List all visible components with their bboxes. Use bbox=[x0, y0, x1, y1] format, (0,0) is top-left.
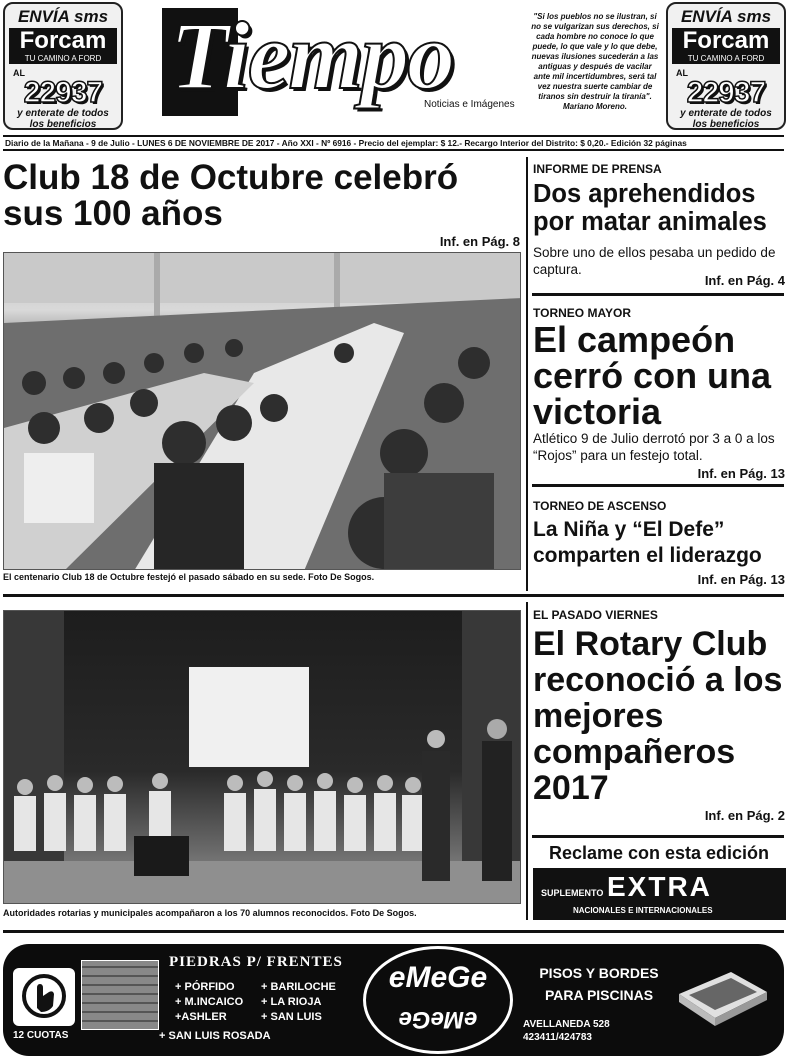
story1-body: Sobre uno de ellos pesaba un pedido de captura. bbox=[533, 245, 776, 277]
promo-line1: ENVÍA sms bbox=[17, 7, 109, 26]
extra-small-label: SUPLEMENTO bbox=[541, 888, 604, 898]
promo-number: 22937 bbox=[686, 76, 766, 109]
stone-item: +ASHLER bbox=[175, 1011, 227, 1023]
promo-box-right bbox=[666, 2, 786, 130]
brand-name: eMeGe bbox=[388, 961, 488, 994]
address-line: AVELLANEDA 528 bbox=[523, 1019, 610, 1030]
story1-headline: Dos aprehendidos por matar animales bbox=[533, 180, 767, 236]
stage-photo-illustration bbox=[4, 611, 521, 904]
stone-item: + LA RIOJA bbox=[261, 996, 322, 1008]
promo-number: 22937 bbox=[23, 76, 103, 109]
story4-page-ref: Inf. en Pág. 2 bbox=[704, 808, 785, 823]
story-divider bbox=[532, 484, 784, 487]
story4-headline: El Rotary Club reconoció a los mejores compañeros 2017 bbox=[533, 625, 783, 807]
phone-line: 423411/424783 bbox=[523, 1032, 592, 1043]
rotary-photo-caption: Autoridades rotarias y municipales acompañaron a los 70 alumnos reconocidos. Foto De Sogos. bbox=[3, 908, 417, 918]
hand-logo-icon bbox=[13, 968, 75, 1026]
story1-page-ref: Inf. en Pág. 4 bbox=[704, 273, 785, 288]
promo-tagline: TU CAMINO A FORD bbox=[672, 54, 780, 64]
ad-title: PIEDRAS P/ FRENTES bbox=[169, 954, 343, 970]
emege-logo bbox=[363, 946, 513, 1054]
stone-item: + BARILOCHE bbox=[261, 981, 336, 993]
newspaper-subtitle: Noticias e Imágenes bbox=[424, 99, 515, 110]
promo-brand: Forcam bbox=[672, 28, 780, 54]
lead-photo-caption: El centenario Club 18 de Octubre festejó el pasado sábado en su sede. Foto De Sogos. bbox=[3, 572, 375, 582]
promo-line5: y enterate de todos bbox=[680, 108, 772, 119]
extra-title: EXTRA bbox=[607, 871, 712, 902]
stone-list bbox=[175, 980, 355, 1025]
story2-headline: El campeón cerró con una victoria bbox=[533, 319, 772, 432]
brand-name-mirrored: eMeGe bbox=[398, 1006, 478, 1033]
column-divider bbox=[526, 602, 528, 920]
pool-illustration-icon bbox=[671, 964, 771, 1036]
dateline: Diario de la Mañana - 9 de Julio - LUNES 6 DE NOVIEMBRE DE 2017 - Año XXI - Nº 6916 - Precio del ejemplar: $ 12.- Recargo Interior del Distrito: $ 0,20.- Edición 32 páginas bbox=[3, 135, 784, 151]
story4-kicker: EL PASADO VIERNES bbox=[533, 608, 658, 622]
promo-line5: y enterate de todos bbox=[17, 108, 109, 119]
stone-wall-image bbox=[81, 960, 159, 1030]
masthead-quote: "Si los pueblos no se ilustran, si no se vulgarizan sus derechos, si cada hombre no conoce lo que puede, lo que vale y lo que debe, nuevas ilusiones sucederán a las antiguas y después de vacilar ante mil incertidumbres, será tal vez nuestra suerte cambiar de tiranos sin destruir la tiranía". Mariano Moreno. bbox=[531, 12, 659, 111]
lead-photo bbox=[3, 252, 521, 570]
cuotas-label: 12 CUOTAS bbox=[13, 1030, 69, 1041]
lead-page-ref: Inf. en Pág. 8 bbox=[439, 234, 520, 249]
stone-item: + PÓRFIDO bbox=[175, 981, 235, 993]
lead-headline: Club 18 de Octubre celebró sus 100 años bbox=[3, 158, 459, 233]
story-divider bbox=[532, 293, 784, 296]
rotary-photo bbox=[3, 610, 521, 904]
promo-line6: los beneficios bbox=[692, 119, 760, 130]
story3-page-ref: Inf. en Pág. 13 bbox=[697, 572, 785, 587]
newspaper-logo: Tiempo bbox=[170, 2, 454, 109]
story2-body: Atlético 9 de Julio derrotó por 3 a 0 a los “Rojos” para un festejo total. bbox=[533, 431, 775, 463]
story3-headline: La Niña y “El Defe” comparten el liderazgo bbox=[533, 518, 762, 567]
reclame-label: Reclame con esta edición bbox=[548, 843, 770, 863]
story-divider bbox=[532, 835, 784, 838]
section-divider bbox=[3, 930, 784, 933]
section-divider bbox=[3, 594, 784, 597]
column-divider bbox=[526, 157, 528, 591]
promo-box-left bbox=[3, 2, 123, 130]
extra-supplement-box bbox=[533, 868, 786, 920]
story2-page-ref: Inf. en Pág. 13 bbox=[697, 466, 785, 481]
promo-line1: ENVÍA sms bbox=[680, 7, 772, 26]
promo-brand: Forcam bbox=[9, 28, 117, 54]
stone-item: + SAN LUIS bbox=[261, 1011, 322, 1023]
ad-address bbox=[523, 1018, 610, 1044]
story2-kicker: TORNEO MAYOR bbox=[533, 306, 632, 320]
extra-subtitle: NACIONALES E INTERNACIONALES bbox=[573, 906, 713, 915]
story1-kicker: INFORME DE PRENSA bbox=[533, 162, 662, 176]
promo-al: AL bbox=[676, 68, 688, 78]
advertisement-banner bbox=[3, 944, 784, 1056]
banquet-photo-illustration bbox=[4, 253, 521, 570]
stone-item-last: + SAN LUIS ROSADA bbox=[159, 1030, 271, 1042]
promo-line6: los beneficios bbox=[29, 119, 97, 130]
promo-al: AL bbox=[13, 68, 25, 78]
pisos-label: PISOS Y BORDES PARA PISCINAS bbox=[539, 965, 659, 1003]
stone-item: + M.INCAICO bbox=[175, 996, 244, 1008]
story3-kicker: TORNEO DE ASCENSO bbox=[533, 499, 667, 513]
promo-tagline: TU CAMINO A FORD bbox=[9, 54, 117, 64]
